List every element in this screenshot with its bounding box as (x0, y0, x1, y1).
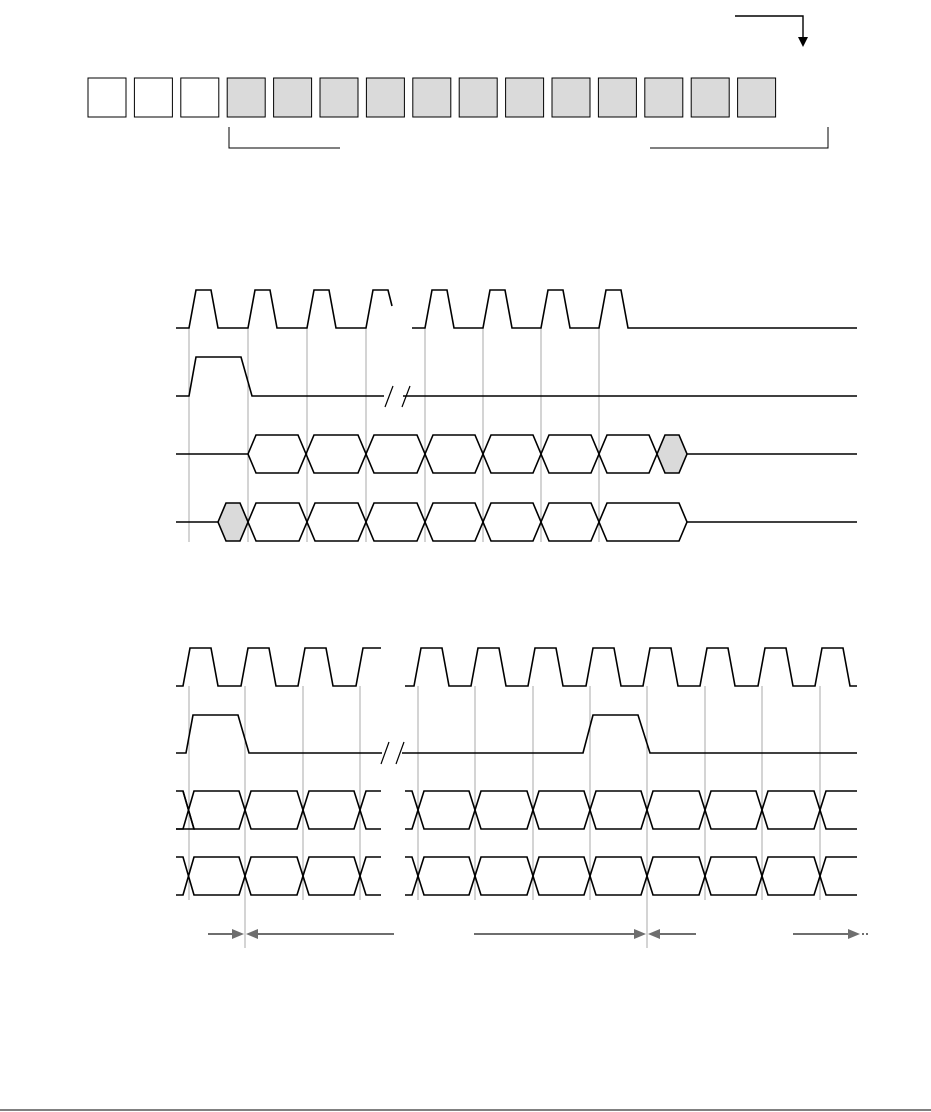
lower-data-bus-a (176, 791, 857, 829)
data-segment (483, 435, 541, 473)
data-segment (248, 503, 307, 541)
register-cell (645, 78, 683, 117)
register-cell (181, 78, 219, 117)
register-cell (227, 78, 265, 117)
lower-guide-lines (189, 686, 820, 948)
register-cell (506, 78, 544, 117)
register-cell (88, 78, 126, 117)
register-cell (366, 78, 404, 117)
lower-clock-signal (176, 648, 857, 686)
highlighted-data-segment (218, 503, 248, 541)
lower-timing-block (176, 648, 868, 948)
data-segment (541, 435, 599, 473)
right-range-bracket (650, 127, 828, 148)
shift-register (88, 78, 776, 117)
upper-enable-signal (176, 357, 857, 407)
data-segment (307, 503, 366, 541)
register-cell (738, 78, 776, 117)
data-segment (366, 503, 425, 541)
data-segment (483, 503, 541, 541)
lower-enable-signal (176, 715, 857, 764)
data-segment (425, 435, 483, 473)
register-cell (459, 78, 497, 117)
arrow-right-icon (793, 929, 868, 939)
register-cell (134, 78, 172, 117)
register-cell (691, 78, 729, 117)
data-segment (248, 435, 306, 473)
data-segment (425, 503, 483, 541)
data-segment (306, 435, 366, 473)
left-range-bracket (229, 127, 340, 148)
register-cell (552, 78, 590, 117)
arrow-right-icon (208, 929, 244, 939)
data-segment (541, 503, 599, 541)
arrow-left-icon (246, 929, 394, 939)
break-mark (381, 742, 389, 764)
arrow-left-icon (648, 929, 696, 939)
interval-arrows (208, 929, 868, 939)
upper-data-bus-a (176, 435, 857, 473)
register-cell (274, 78, 312, 117)
arrow-right-icon (474, 929, 646, 939)
register-cell (320, 78, 358, 117)
lower-data-bus-b (176, 857, 857, 895)
upper-data-bus-b (176, 503, 857, 541)
register-cell (413, 78, 451, 117)
data-segment (599, 435, 657, 473)
data-segment (599, 503, 687, 541)
highlighted-data-segment (657, 435, 687, 473)
data-segment (366, 435, 425, 473)
upper-clock-signal (176, 290, 857, 328)
register-cell (598, 78, 636, 117)
upper-timing-block (176, 290, 857, 542)
bent-down-arrow-icon (735, 16, 808, 47)
break-mark (385, 386, 393, 407)
